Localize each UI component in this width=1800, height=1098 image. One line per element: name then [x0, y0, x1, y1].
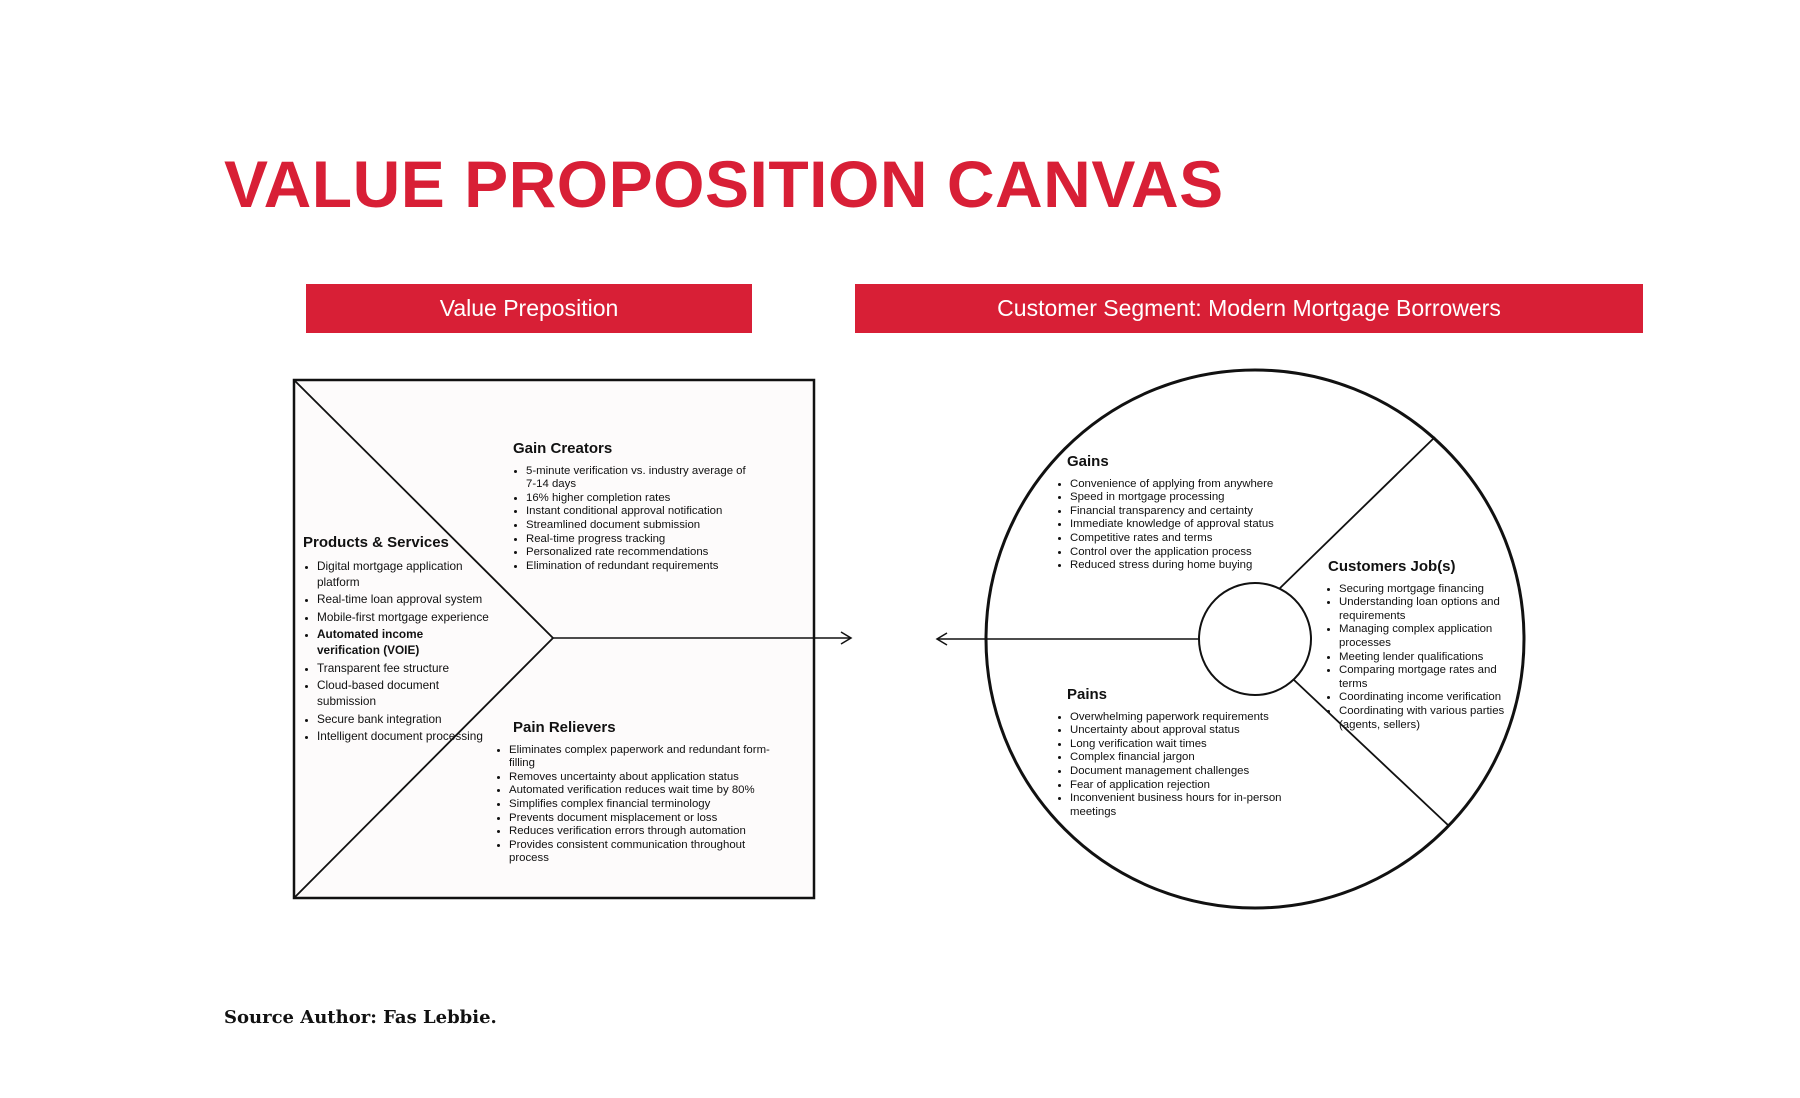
list-item: • Instant conditional approval notification: [526, 505, 758, 519]
profile-center-circle: [1199, 583, 1311, 695]
customer-jobs-title: Customers Job(s): [1328, 558, 1456, 575]
products-services-section: [303, 535, 489, 745]
list-item: • Reduces verification errors through automation: [509, 825, 803, 839]
list-item: • Transparent fee structure: [317, 660, 489, 677]
list-item: • Fear of application rejection: [1070, 779, 1322, 793]
list-item: • Understanding loan options and requirements: [1339, 596, 1523, 623]
list-item: • Securing mortgage financing: [1339, 583, 1523, 597]
list-item: • Personalized rate recommendations: [526, 546, 758, 560]
list-item: • Inconvenient business hours for in-person meetings: [1070, 792, 1322, 819]
list-item: • Overwhelming paperwork requirements: [1070, 711, 1322, 725]
list-item: • 16% higher completion rates: [526, 492, 758, 506]
pain-relievers-title: Pain Relievers: [513, 719, 616, 736]
list-item: • Meeting lender qualifications: [1339, 651, 1523, 665]
list-item: • Intelligent document processing: [317, 728, 489, 745]
list-item: • Streamlined document submission: [526, 519, 758, 533]
list-item: • Automated verification reduces wait time by 80%: [509, 784, 803, 798]
gains-section: [1067, 455, 1332, 573]
gains-title: Gains: [1067, 453, 1109, 470]
page-title: VALUE PROPOSITION CANVAS: [224, 147, 1224, 221]
list-item: • Control over the application process: [1070, 546, 1332, 560]
list-item: • Reduced stress during home buying: [1070, 559, 1332, 573]
list-item: • Comparing mortgage rates and terms: [1339, 664, 1523, 691]
list-item: • Competitive rates and terms: [1070, 532, 1332, 546]
list-item: • Provides consistent communication throughout process: [509, 839, 771, 866]
value-proposition-banner: Value Preposition: [306, 284, 752, 333]
list-item: • Long verification wait times: [1070, 738, 1322, 752]
products-services-title: Products & Services: [303, 534, 449, 551]
list-item: • Cloud-based document submission: [317, 677, 489, 710]
source-author: Source Author: Fas Lebbie.: [224, 1007, 497, 1028]
list-item: • Eliminates complex paperwork and redundant form-filling: [509, 744, 771, 771]
list-item: • Simplifies complex financial terminology: [509, 798, 803, 812]
list-item: • Secure bank integration: [317, 711, 489, 728]
list-item: • 5-minute verification vs. industry average of 7-14 days: [526, 465, 758, 492]
list-item: • Convenience of applying from anywhere: [1070, 478, 1332, 492]
list-item: • Removes uncertainty about application status: [509, 771, 803, 785]
list-item: • Complex financial jargon: [1070, 751, 1322, 765]
list-item: • Financial transparency and certainty: [1070, 505, 1332, 519]
gain-creators-section: [513, 442, 758, 573]
list-item: • Coordinating with various parties (agents, sellers): [1339, 705, 1523, 732]
gain-creators-title: Gain Creators: [513, 440, 613, 457]
list-item: • Elimination of redundant requirements: [526, 560, 758, 574]
list-item: • Digital mortgage application platform: [317, 558, 489, 591]
list-item: • Speed in mortgage processing: [1070, 491, 1332, 505]
list-item: • Coordinating income verification: [1339, 691, 1523, 705]
list-item: • Immediate knowledge of approval status: [1070, 518, 1332, 532]
pains-section: [1067, 688, 1322, 819]
list-item: • Real-time progress tracking: [526, 533, 758, 547]
list-item: • Uncertainty about approval status: [1070, 724, 1322, 738]
list-item: • Managing complex application processes: [1339, 623, 1523, 650]
pains-title: Pains: [1067, 686, 1108, 703]
pain-relievers-section: [509, 719, 803, 866]
list-item: • Mobile-first mortgage experience: [317, 609, 489, 626]
list-item: • Automated income verification (VOIE): [317, 626, 489, 659]
customer-segment-banner: Customer Segment: Modern Mortgage Borrowers: [855, 284, 1643, 333]
list-item: • Prevents document misplacement or loss: [509, 812, 803, 826]
list-item: • Real-time loan approval system: [317, 591, 489, 608]
list-item: • Document management challenges: [1070, 765, 1322, 779]
customer-jobs-section: [1328, 560, 1523, 732]
